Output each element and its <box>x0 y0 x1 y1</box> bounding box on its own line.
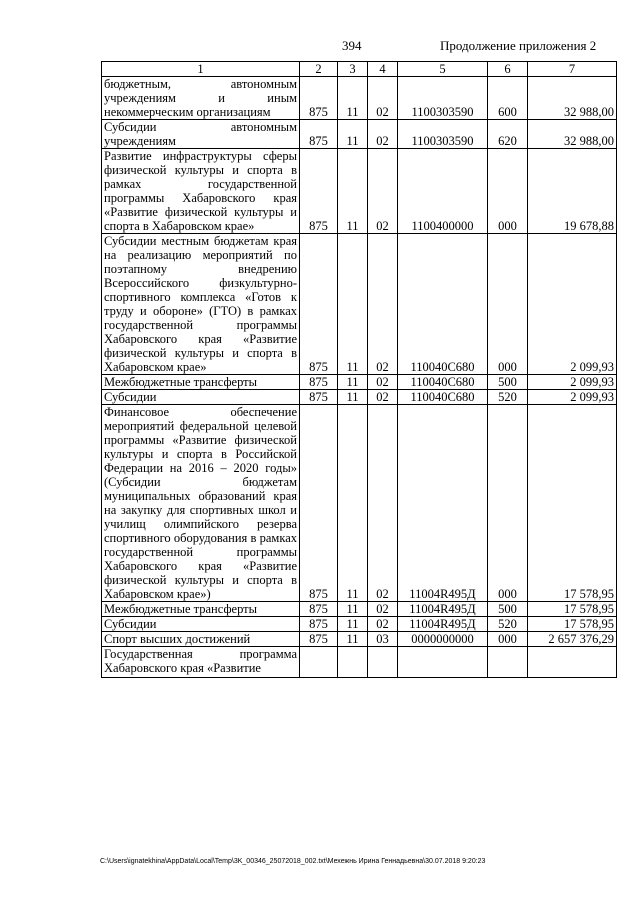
section-code: 11 <box>338 602 368 617</box>
row-name: Субсидии <box>102 390 300 405</box>
admin-code: 875 <box>300 149 338 234</box>
row-name: Субсидии автономным учреждениям <box>102 120 300 149</box>
subsection-code: 02 <box>368 602 398 617</box>
target-code: 11004R495Д <box>398 602 488 617</box>
target-code: 110040С680 <box>398 234 488 375</box>
target-code: 11004R495Д <box>398 405 488 602</box>
target-code: 1100303590 <box>398 120 488 149</box>
row-name: Субсидии <box>102 617 300 632</box>
section-code: 11 <box>338 617 368 632</box>
target-code: 1100303590 <box>398 77 488 120</box>
section-code: 11 <box>338 234 368 375</box>
row-name: Субсидии местным бюджетам края на реализацию мероприятий по поэтапному внедрению Всероссийского физкультурно-спортивного комплекса «Готов к труду и обороне» (ГТО) в рамках государственной программы Хабаровского края «Развитие физической культуры и спорта в Хабаровском крае» <box>102 234 300 375</box>
subsection-code: 02 <box>368 405 398 602</box>
table-row <box>102 375 617 390</box>
row-name: Спорт высших достижений <box>102 632 300 647</box>
admin-code: 875 <box>300 77 338 120</box>
table-row <box>102 617 617 632</box>
section-code: 11 <box>338 77 368 120</box>
subsection-code: 02 <box>368 234 398 375</box>
admin-code: 875 <box>300 375 338 390</box>
amount: 2 657 376,29 <box>528 632 617 647</box>
expense-kind-code: 000 <box>488 632 528 647</box>
row-name: Финансовое обеспечение мероприятий федеральной целевой программы «Развитие физической культуры и спорта в Российской Федерации на 2016 – 2020 годы» (Субсидии бюджетам муниципальных образований края на закупку для спортивных школ и училищ олимпийского резерва спортивного оборудования в рамках государственной программы Хабаровского края «Развитие физической культуры и спорта в Хабаровском крае») <box>102 405 300 602</box>
table-row <box>102 405 617 602</box>
expense-kind-code: 520 <box>488 390 528 405</box>
admin-code: 875 <box>300 632 338 647</box>
section-code: 11 <box>338 405 368 602</box>
amount: 32 988,00 <box>528 120 617 149</box>
budget-table <box>101 61 617 678</box>
expense-kind-code: 000 <box>488 234 528 375</box>
section-code: 11 <box>338 120 368 149</box>
page-number: 394 <box>342 38 362 53</box>
table-row <box>102 77 617 120</box>
expense-kind-code: 000 <box>488 149 528 234</box>
table-row <box>102 647 617 678</box>
admin-code: 875 <box>300 602 338 617</box>
amount <box>528 647 617 678</box>
target-code: 11004R495Д <box>398 617 488 632</box>
table-row <box>102 120 617 149</box>
footer-file-path: C:\Users\ignatekhina\AppData\Local\Temp\3K_00346_25072018_002.txt\Мехежнь Ирина Геннадьевна\30.07.2018 9:20:23 <box>100 858 486 865</box>
expense-kind-code: 500 <box>488 375 528 390</box>
column-number: 6 <box>488 62 528 77</box>
amount: 2 099,93 <box>528 390 617 405</box>
row-name: Государственная программа Хабаровского края «Развитие <box>102 647 300 678</box>
amount: 2 099,93 <box>528 375 617 390</box>
admin-code: 875 <box>300 234 338 375</box>
amount: 2 099,93 <box>528 234 617 375</box>
row-name: Развитие инфраструктуры сферы физической культуры и спорта в рамках государственной программы Хабаровского края «Развитие физической культуры и спорта в Хабаровском крае» <box>102 149 300 234</box>
expense-kind-code <box>488 647 528 678</box>
column-number: 3 <box>338 62 368 77</box>
row-name: Межбюджетные трансферты <box>102 375 300 390</box>
column-number: 1 <box>102 62 300 77</box>
subsection-code: 03 <box>368 632 398 647</box>
subsection-code: 02 <box>368 149 398 234</box>
admin-code: 875 <box>300 405 338 602</box>
column-number: 7 <box>528 62 617 77</box>
table-row <box>102 234 617 375</box>
subsection-code: 02 <box>368 77 398 120</box>
subsection-code <box>368 647 398 678</box>
expense-kind-code: 000 <box>488 405 528 602</box>
amount: 32 988,00 <box>528 77 617 120</box>
column-number: 5 <box>398 62 488 77</box>
row-name: Межбюджетные трансферты <box>102 602 300 617</box>
target-code <box>398 647 488 678</box>
row-name: бюджетным, автономным учреждениям и иным некоммерческим организациям <box>102 77 300 120</box>
admin-code: 875 <box>300 120 338 149</box>
continuation-title: Продолжение приложения 2 <box>440 38 597 53</box>
subsection-code: 02 <box>368 617 398 632</box>
expense-kind-code: 500 <box>488 602 528 617</box>
subsection-code: 02 <box>368 390 398 405</box>
table-row <box>102 390 617 405</box>
expense-kind-code: 520 <box>488 617 528 632</box>
section-code: 11 <box>338 375 368 390</box>
section-code: 11 <box>338 390 368 405</box>
admin-code: 875 <box>300 390 338 405</box>
admin-code: 875 <box>300 617 338 632</box>
amount: 17 578,95 <box>528 617 617 632</box>
table-row <box>102 602 617 617</box>
target-code: 1100400000 <box>398 149 488 234</box>
column-number-row <box>102 62 617 77</box>
subsection-code: 02 <box>368 120 398 149</box>
table-row <box>102 149 617 234</box>
section-code: 11 <box>338 149 368 234</box>
expense-kind-code: 620 <box>488 120 528 149</box>
table-row <box>102 632 617 647</box>
expense-kind-code: 600 <box>488 77 528 120</box>
target-code: 110040С680 <box>398 375 488 390</box>
amount: 17 578,95 <box>528 405 617 602</box>
section-code <box>338 647 368 678</box>
column-number: 4 <box>368 62 398 77</box>
target-code: 0000000000 <box>398 632 488 647</box>
section-code: 11 <box>338 632 368 647</box>
column-number: 2 <box>300 62 338 77</box>
admin-code <box>300 647 338 678</box>
target-code: 110040С680 <box>398 390 488 405</box>
amount: 19 678,88 <box>528 149 617 234</box>
subsection-code: 02 <box>368 375 398 390</box>
amount: 17 578,95 <box>528 602 617 617</box>
